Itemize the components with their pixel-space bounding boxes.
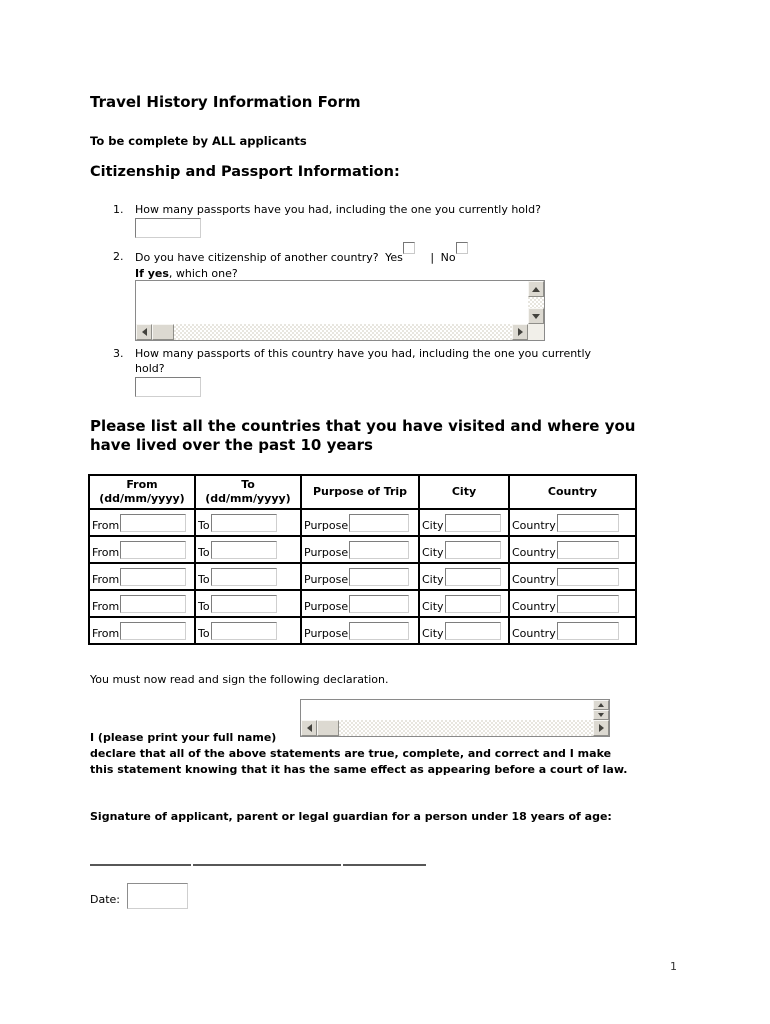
signature-label: Signature of applicant, parent or legal guardian for a person under 18 years of age: [90, 810, 612, 823]
full-name-input[interactable] [300, 699, 610, 737]
from-cell-label: From [92, 627, 120, 640]
city-input[interactable] [445, 514, 501, 532]
to-cell [195, 536, 301, 563]
country-cell-label: Country [512, 573, 556, 586]
page-number: 1 [670, 960, 677, 973]
purpose-input[interactable] [349, 622, 409, 640]
country-cell-label: Country [512, 600, 556, 613]
arrow-left-icon [142, 328, 147, 336]
country-input[interactable] [557, 541, 619, 559]
form-subtitle: To be complete by ALL applicants [90, 134, 307, 148]
from-date-input[interactable] [120, 541, 186, 559]
purpose-cell-label: Purpose [304, 600, 349, 613]
purpose-cell [301, 617, 419, 644]
to-cell [195, 509, 301, 536]
country-cell [509, 590, 636, 617]
scroll-down-button[interactable] [528, 308, 544, 324]
from-date-input[interactable] [120, 568, 186, 586]
to-date-input[interactable] [211, 541, 277, 559]
city-cell-label: City [422, 546, 444, 559]
city-cell-label: City [422, 573, 444, 586]
to-date-input[interactable] [211, 568, 277, 586]
country-cell [509, 509, 636, 536]
arrow-up-icon [532, 287, 540, 292]
city-cell-label: City [422, 627, 444, 640]
from-cell-label: From [92, 546, 120, 559]
scroll-right-button[interactable] [512, 324, 528, 340]
column-header-purpose: Purpose of Trip [301, 475, 419, 509]
country-input[interactable] [557, 568, 619, 586]
from-cell [89, 536, 195, 563]
city-cell [419, 617, 509, 644]
horizontal-scroll-thumb[interactable] [317, 720, 339, 736]
to-date-input[interactable] [211, 514, 277, 532]
arrow-right-icon [599, 724, 604, 732]
to-cell-label: To [198, 627, 210, 640]
purpose-input[interactable] [349, 514, 409, 532]
column-header-city: City [419, 475, 509, 509]
to-cell-label: To [198, 546, 210, 559]
declaration-intro: You must now read and sign the following declaration. [90, 673, 389, 686]
to-cell-label: To [198, 600, 210, 613]
signature-line-segment [90, 864, 191, 866]
vertical-scrollbar[interactable] [528, 281, 544, 324]
city-input[interactable] [445, 541, 501, 559]
city-cell [419, 590, 509, 617]
scroll-left-button[interactable] [301, 720, 317, 736]
purpose-input[interactable] [349, 595, 409, 613]
date-input[interactable] [127, 883, 188, 909]
purpose-input[interactable] [349, 541, 409, 559]
purpose-cell-label: Purpose [304, 519, 349, 532]
scroll-right-button[interactable] [593, 720, 609, 736]
horizontal-scrollbar[interactable] [136, 324, 528, 340]
from-cell [89, 509, 195, 536]
q1-label: How many passports have you had, including the one you currently hold? [135, 203, 541, 216]
to-cell-label: To [198, 573, 210, 586]
name-field-horizontal-scrollbar[interactable] [301, 720, 609, 736]
from-date-input[interactable] [120, 622, 186, 640]
purpose-cell-label: Purpose [304, 627, 349, 640]
to-date-input[interactable] [211, 595, 277, 613]
yes-checkbox[interactable] [403, 242, 415, 254]
city-cell [419, 536, 509, 563]
which-country-textarea[interactable] [135, 280, 545, 341]
signature-line-segment [193, 864, 341, 866]
q3-passport-count-input[interactable] [135, 377, 201, 397]
country-cell [509, 536, 636, 563]
to-cell [195, 590, 301, 617]
q2-no-label: No [440, 251, 456, 264]
from-cell [89, 617, 195, 644]
city-input[interactable] [445, 595, 501, 613]
travel-heading: Please list all the countries that you have visited and where you have lived over the past 10 years [90, 417, 636, 454]
arrow-up-icon [598, 703, 604, 707]
declaration-statement: declare that all of the above statements are true, complete, and correct and I make this statement knowing that it has the same effect as appearing before a court of law. [90, 747, 628, 776]
table-row [89, 590, 636, 617]
spinner-down-button[interactable] [593, 710, 609, 720]
city-cell [419, 509, 509, 536]
q1-number: 1. [113, 203, 124, 216]
date-label: Date: [90, 893, 120, 906]
spinner-up-button[interactable] [593, 700, 609, 710]
purpose-cell [301, 590, 419, 617]
scroll-up-button[interactable] [528, 281, 544, 297]
q2-label: Do you have citizenship of another country? [135, 251, 379, 264]
from-cell [89, 563, 195, 590]
from-cell-label: From [92, 519, 120, 532]
country-input[interactable] [557, 595, 619, 613]
purpose-input[interactable] [349, 568, 409, 586]
q2-number: 2. [113, 250, 124, 263]
q3-label: How many passports of this country have you had, including the one you currently hold? [135, 347, 592, 375]
horizontal-scroll-track[interactable] [174, 324, 512, 340]
country-cell-label: Country [512, 519, 556, 532]
q1-passport-count-input[interactable] [135, 218, 201, 238]
from-cell-label: From [92, 600, 120, 613]
no-checkbox[interactable] [456, 242, 468, 254]
city-cell [419, 563, 509, 590]
travel-history-table [88, 474, 637, 645]
name-prompt-label: I (please print your full name) [90, 731, 277, 744]
scrollbar-corner [528, 324, 544, 340]
city-cell-label: City [422, 519, 444, 532]
city-cell-label: City [422, 600, 444, 613]
country-input[interactable] [557, 622, 619, 640]
country-cell-label: Country [512, 627, 556, 640]
table-header-row [89, 475, 636, 509]
to-cell [195, 563, 301, 590]
purpose-cell [301, 509, 419, 536]
arrow-right-icon [518, 328, 523, 336]
q2-yes-label: Yes [385, 251, 403, 264]
to-date-input[interactable] [211, 622, 277, 640]
purpose-cell [301, 563, 419, 590]
table-row [89, 617, 636, 644]
q2-followup-rest: , which one? [168, 267, 238, 280]
table-row [89, 563, 636, 590]
purpose-cell [301, 536, 419, 563]
name-field-spinner[interactable] [593, 700, 609, 720]
q3-number: 3. [113, 347, 124, 360]
from-date-input[interactable] [120, 514, 186, 532]
city-input[interactable] [445, 622, 501, 640]
table-row [89, 509, 636, 536]
form-title: Travel History Information Form [90, 93, 361, 111]
vertical-scroll-track[interactable] [528, 297, 544, 308]
arrow-down-icon [532, 314, 540, 319]
from-cell-label: From [92, 573, 120, 586]
signature-line-segment [343, 864, 426, 866]
table-row [89, 536, 636, 563]
q2-line [135, 249, 468, 265]
country-cell [509, 617, 636, 644]
citizenship-heading: Citizenship and Passport Information: [90, 164, 400, 180]
horizontal-scroll-thumb[interactable] [152, 324, 174, 340]
country-cell [509, 563, 636, 590]
to-cell [195, 617, 301, 644]
arrow-down-icon [598, 713, 604, 717]
to-cell-label: To [198, 519, 210, 532]
city-input[interactable] [445, 568, 501, 586]
purpose-cell-label: Purpose [304, 546, 349, 559]
q2-followup [135, 266, 238, 281]
country-cell-label: Country [512, 546, 556, 559]
from-date-input[interactable] [120, 595, 186, 613]
column-header-from: From (dd/mm/yyyy) [89, 475, 195, 509]
from-cell [89, 590, 195, 617]
q2-pipe: | [430, 251, 435, 264]
column-header-to: To (dd/mm/yyyy) [195, 475, 301, 509]
country-input[interactable] [557, 514, 619, 532]
q2-followup-bold: If yes [135, 267, 169, 280]
column-header-country: Country [509, 475, 636, 509]
purpose-cell-label: Purpose [304, 573, 349, 586]
scroll-left-button[interactable] [136, 324, 152, 340]
horizontal-scroll-track[interactable] [339, 720, 593, 736]
arrow-left-icon [307, 724, 312, 732]
